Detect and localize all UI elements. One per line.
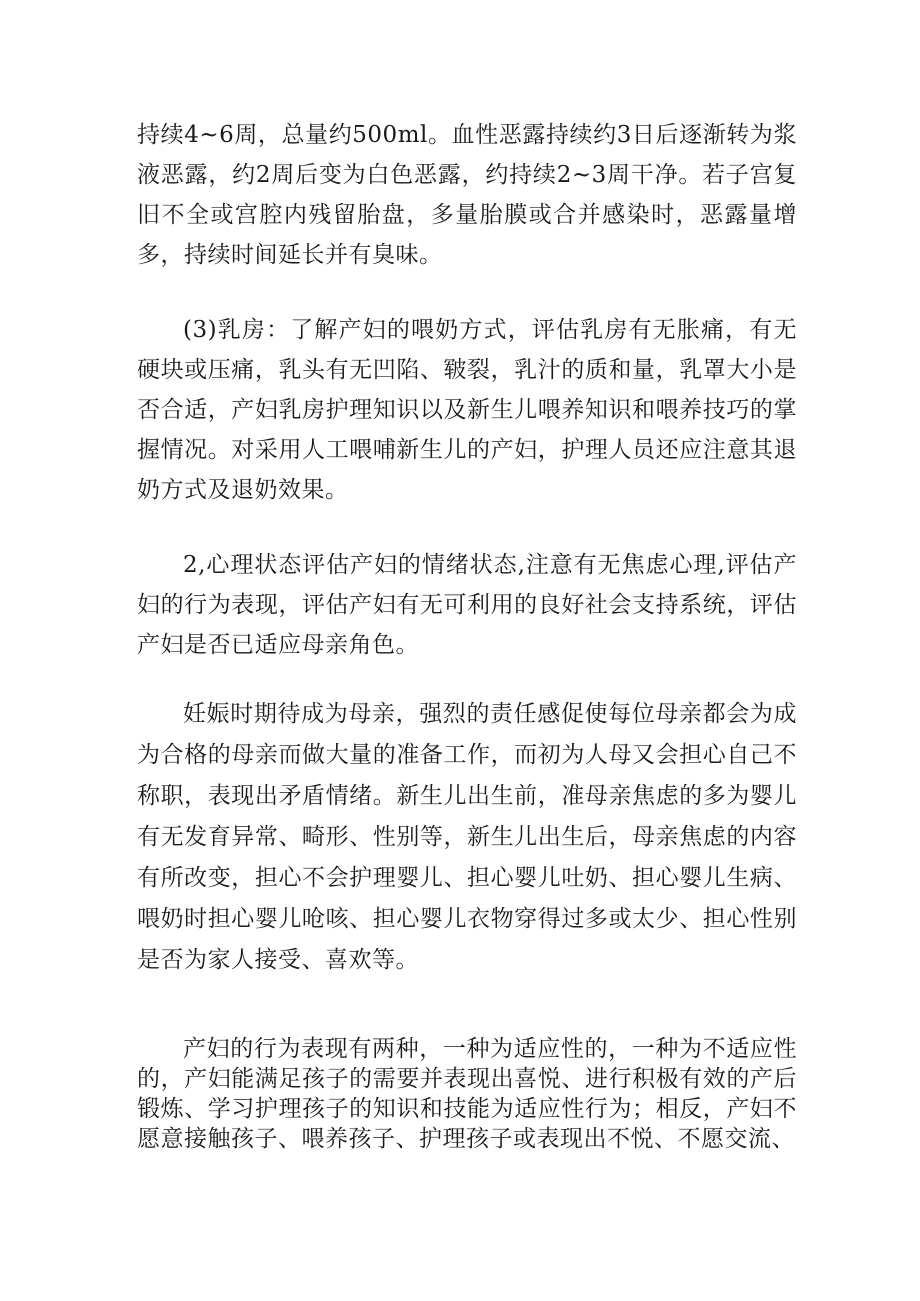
paragraph-maternal-behavior: 产妇的行为表现有两种，一种为适应性的，一种为不适应性的，产妇能满足孩子的需要并表现出喜悦、进行积极有效的产后锻炼、学习护理孩子的知识和技能为适应性行为；相反，产妇不愿意接触孩子、喂养孩子、护理孩子或表现出不悦、不愿交流、 bbox=[137, 1036, 797, 1152]
paragraph-maternal-anxiety: 妊娠时期待成为母亲，强烈的责任感促使每位母亲都会为成为合格的母亲而做大量的准备工作，而初为人母又会担心自己不称职，表现出矛盾情绪。新生儿出生前，准母亲焦虑的多为婴儿有无发育异常、畸形、性别等，新生儿出生后，母亲焦虑的内容有所改变，担心不会护理婴儿、担心婴儿吐奶、担心婴儿生病、喂奶时担心婴儿呛咳、担心婴儿衣物穿得过多或太少、担心性别是否为家人接受、喜欢等。 bbox=[137, 701, 797, 973]
paragraph-lochia-duration: 持续4~6周，总量约500ml。血性恶露持续约3日后逐渐转为浆液恶露，约2周后变为白色恶露，约持续2~3周干净。若子宫复旧不全或宫腔内残留胎盘，多量胎膜或合并感染时，恶露量增多，持续时间延长并有臭味。 bbox=[137, 122, 797, 268]
paragraph-psychological-assessment: 2,心理状态评估产妇的情绪状态,注意有无焦虑心理,评估产妇的行为表现，评估产妇有无可利用的良好社会支持系统，评估产妇是否已适应母亲角色。 bbox=[137, 552, 797, 658]
paragraph-breast-assessment: (3)乳房：了解产妇的喂奶方式，评估乳房有无胀痛，有无硬块或压痛，乳头有无凹陷、皲裂，乳汁的质和量，乳罩大小是否合适，产妇乳房护理知识以及新生儿喂养知识和喂养技巧的掌握情况。对采用人工喂哺新生儿的产妇，护理人员还应注意其退奶方式及退奶效果。 bbox=[137, 317, 797, 503]
